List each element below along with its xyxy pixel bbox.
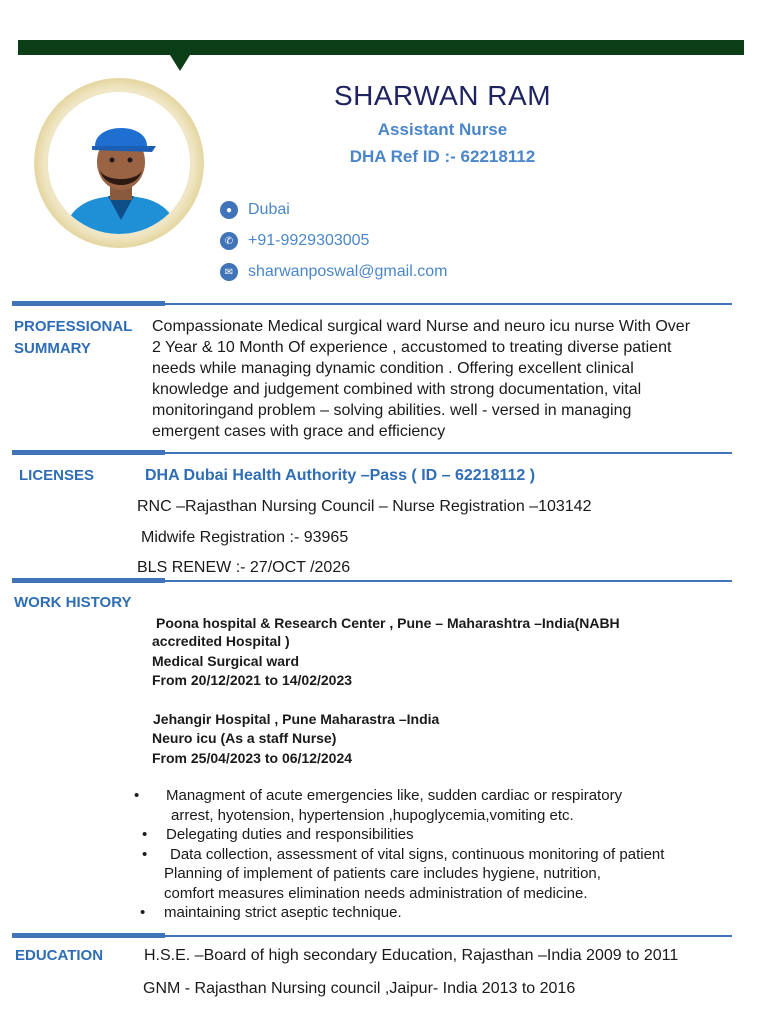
avatar-illustration bbox=[48, 92, 192, 236]
section-divider bbox=[12, 303, 732, 305]
bullet-icon: • bbox=[142, 826, 148, 843]
job1-employer: Poona hospital & Research Center , Pune – Maharashtra –India(NABH bbox=[156, 615, 620, 631]
phone-icon: ✆ bbox=[220, 232, 238, 250]
email-link[interactable]: sharwanposwal@gmail.com bbox=[248, 263, 448, 280]
license-bls: BLS RENEW :- 27/OCT /2026 bbox=[137, 559, 351, 576]
contact-location bbox=[220, 201, 290, 219]
list-item: • Data collection, assessment of vital signs, continuous monitoring of patient bbox=[142, 845, 665, 863]
licenses-heading: LICENSES bbox=[19, 467, 95, 484]
header-bar-notch bbox=[170, 55, 190, 71]
contact-phone bbox=[220, 232, 369, 250]
profile-photo-frame bbox=[34, 78, 204, 248]
education-hse: H.S.E. –Board of high secondary Education, Rajasthan –India 2009 to 2011 bbox=[144, 947, 679, 964]
summary-heading: PROFESSIONAL SUMMARY bbox=[14, 318, 133, 357]
header-top-bar bbox=[18, 40, 744, 55]
list-item: • Managment of acute emergencies like, sudden cardiac or respiratory arrest, hyotension, hypertension ,hupoglycemia,vomiting etc. bbox=[134, 787, 623, 824]
work-history-heading: WORK HISTORY bbox=[14, 594, 132, 611]
profile-photo bbox=[46, 90, 192, 236]
education-heading: EDUCATION bbox=[15, 947, 104, 964]
list-item: • maintaining strict aseptic technique. bbox=[140, 904, 402, 921]
list-item: • Delegating duties and responsibilities bbox=[142, 826, 414, 843]
bullet-icon: • bbox=[140, 904, 146, 921]
section-divider bbox=[12, 580, 732, 582]
email-icon: ✉ bbox=[220, 263, 238, 281]
bullet-icon: • bbox=[142, 845, 148, 863]
job1-dates: From 20/12/2021 to 14/02/2023 bbox=[152, 672, 353, 688]
section-divider bbox=[12, 452, 732, 454]
contact-email bbox=[220, 263, 447, 281]
phone-text: +91-9929303005 bbox=[248, 232, 370, 249]
license-midwife: Midwife Registration :- 93965 bbox=[141, 529, 349, 546]
job1-employer-cont: accredited Hospital ) bbox=[152, 633, 290, 649]
summary-text: Compassionate Medical surgical ward Nurse and neuro icu nurse With Over 2 Year & 10 Month Of experience , accustomed to treating diverse patient needs while managing dynamic condition . Offering excellent clinical knowledge and judgement combined with strong documentation, vital monitoringand problem – solving abilities. well - versed in managing emergent cases with grace and efficiency bbox=[152, 318, 691, 440]
location-pin-icon: ● bbox=[220, 201, 238, 219]
license-rnc: RNC –Rajasthan Nursing Council – Nurse Registration –103142 bbox=[137, 498, 592, 515]
duties-list bbox=[130, 786, 750, 923]
license-dha: DHA Dubai Health Authority –Pass ( ID – 62218112 ) bbox=[145, 467, 536, 484]
job2-ward: Neuro icu (As a staff Nurse) bbox=[152, 730, 337, 746]
candidate-name: SHARWAN RAM bbox=[333, 80, 552, 111]
location-text: Dubai bbox=[248, 201, 290, 218]
list-item-continuation: Planning of implement of patients care includes hygiene, nutrition, comfort measures elimination needs administration of medicine. bbox=[164, 865, 601, 902]
education-gnm: GNM - Rajasthan Nursing council ,Jaipur- India 2013 to 2016 bbox=[143, 980, 576, 997]
section-divider bbox=[12, 935, 732, 937]
job1-ward: Medical Surgical ward bbox=[152, 653, 300, 669]
job-title: Assistant Nurse bbox=[377, 120, 508, 139]
dha-ref-id: DHA Ref ID :- 62218112 bbox=[349, 147, 536, 166]
job2-employer: Jehangir Hospital , Pune Maharastra –India bbox=[153, 711, 440, 727]
job2-dates: From 25/04/2023 to 06/12/2024 bbox=[152, 750, 353, 766]
bullet-icon: • bbox=[134, 787, 140, 804]
